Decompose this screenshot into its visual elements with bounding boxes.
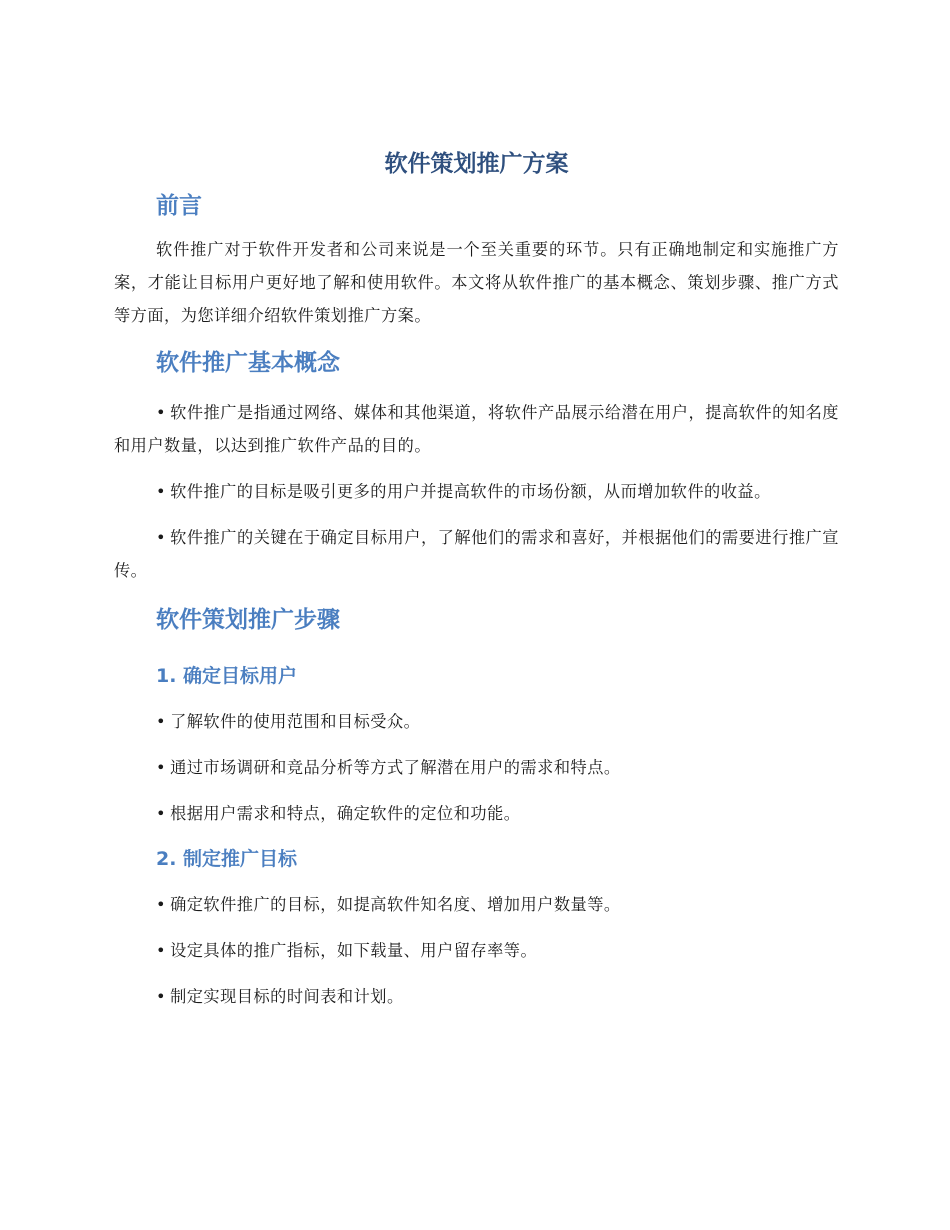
intro-paragraph: 软件推广对于软件开发者和公司来说是一个至关重要的环节。只有正确地制定和实施推广方案，才能让目标用户更好地了解和使用软件。本文将从软件推广的基本概念、策划步骤、推广方式等方面，为您详细介绍软件策划推广方案。 [114,240,839,325]
bullet-mark: • [156,528,167,547]
bullet-mark: • [156,403,167,422]
step2-bullet-item [114,934,839,967]
section-heading-steps: 软件策划推广步骤 [156,607,340,633]
step2-bullet-item [114,888,839,921]
section-heading-concepts: 软件推广基本概念 [156,350,340,376]
subsection-heading-step2: 2. 制定推广目标 [156,848,298,870]
bullet-mark: • [156,941,167,960]
bullet-text: 根据用户需求和特点，确定软件的定位和功能。 [170,804,521,823]
bullet-mark: • [156,895,167,914]
section-heading-intro: 前言 [156,193,202,219]
bullet-text: 通过市场调研和竞品分析等方式了解潜在用户的需求和特点。 [170,758,621,777]
bullet-text: 确定软件推广的目标，如提高软件知名度、增加用户数量等。 [170,895,621,914]
concept-bullet-item [114,521,839,587]
step2-bullet-item [114,980,839,1013]
document-page [114,147,839,1013]
bullet-text: 软件推广的目标是吸引更多的用户并提高软件的市场份额，从而增加软件的收益。 [170,482,771,501]
concept-bullet-item [114,475,839,508]
bullet-text: 软件推广的关键在于确定目标用户，了解他们的需求和喜好，并根据他们的需要进行推广宣传。 [114,528,839,580]
step1-bullet-item [114,751,839,784]
subsection-heading-step1: 1. 确定目标用户 [156,665,298,687]
bullet-mark: • [156,804,167,823]
bullet-mark: • [156,482,167,501]
bullet-mark: • [156,758,167,777]
step1-bullet-item [114,797,839,830]
bullet-text: 制定实现目标的时间表和计划。 [170,987,404,1006]
document-title: 软件策划推广方案 [384,151,569,177]
bullet-text: 软件推广是指通过网络、媒体和其他渠道，将软件产品展示给潜在用户，提高软件的知名度和用户数量，以达到推广软件产品的目的。 [114,403,839,455]
bullet-mark: • [156,712,167,731]
bullet-mark: • [156,987,167,1006]
bullet-text: 设定具体的推广指标，如下载量、用户留存率等。 [170,941,538,960]
concept-bullet-item [114,396,839,462]
bullet-text: 了解软件的使用范围和目标受众。 [170,712,421,731]
step1-bullet-item [114,705,839,738]
